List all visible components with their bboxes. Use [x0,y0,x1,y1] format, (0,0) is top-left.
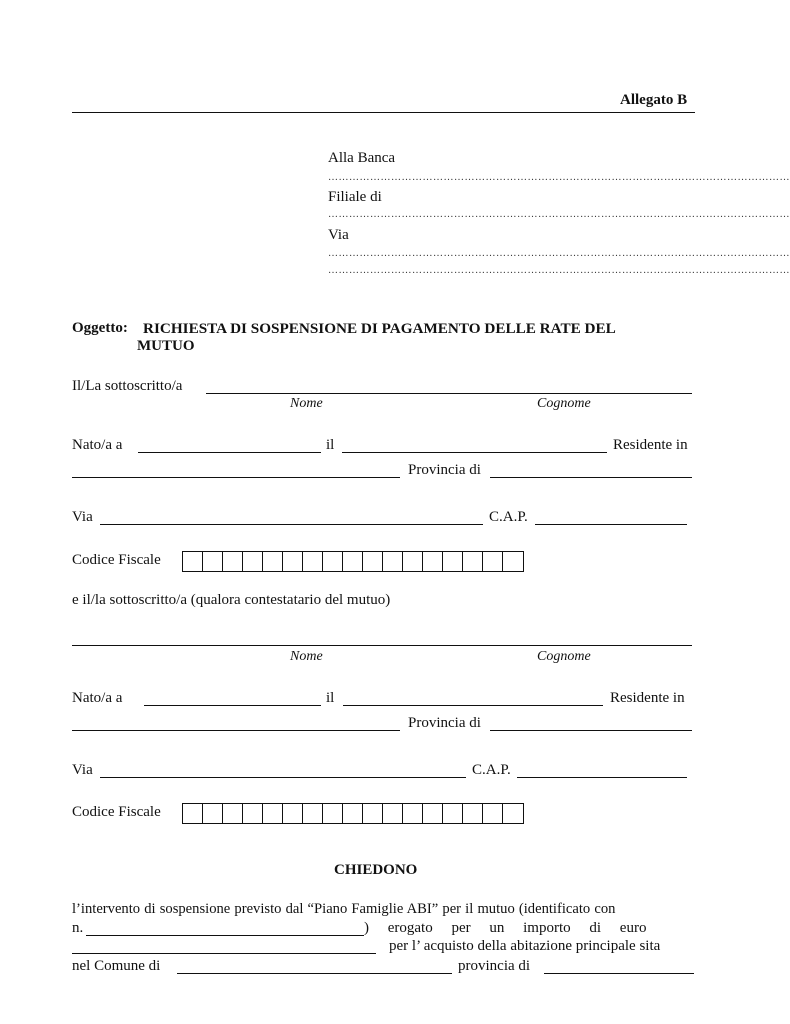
recipient-street-fill-line-2[interactable]: …………………………………………………………………………………………………………………… [328,265,790,276]
tax-code-cell[interactable] [483,804,503,823]
applicant1-on-label: il [326,437,335,453]
applicant2-birthdate-field[interactable] [343,705,603,706]
request-line-2-prefix: n. [72,920,84,936]
applicant2-birthplace-field[interactable] [144,705,321,706]
tax-code-cell[interactable] [263,552,283,571]
tax-code-cell[interactable] [283,804,303,823]
applicant2-intro: e il/la sottoscritto/a (qualora contestatario del mutuo) [72,592,391,608]
tax-code-cell[interactable] [423,552,443,571]
tax-code-cell[interactable] [243,804,263,823]
tax-code-cell[interactable] [363,552,383,571]
tax-code-cell[interactable] [383,804,403,823]
applicant2-name-caption: Nome [290,649,323,664]
tax-code-cell[interactable] [383,552,403,571]
tax-code-cell[interactable] [223,804,243,823]
recipient-street-label: Via [328,227,349,243]
tax-code-cell[interactable] [223,552,243,571]
header-rule [72,112,695,113]
applicant2-province-label: Provincia di [408,715,481,731]
tax-code-cell[interactable] [323,552,343,571]
applicant2-street-field[interactable] [100,777,466,778]
branch-fill-line[interactable]: …………………………………………………………………………………………………………………… [328,209,790,220]
tax-code-cell[interactable] [343,552,363,571]
tax-code-cell[interactable] [403,804,423,823]
tax-code-cell[interactable] [243,552,263,571]
tax-code-cell[interactable] [203,552,223,571]
applicant1-tax-code-label: Codice Fiscale [72,552,161,568]
subject-line-2: MUTUO [137,338,195,354]
bank-label: Alla Banca [328,150,396,166]
applicant1-province-label: Provincia di [408,462,481,478]
applicant2-surname-caption: Cognome [537,649,591,664]
applicant2-on-label: il [326,690,335,706]
branch-label: Filiale di [328,189,382,205]
recipient-street-fill-line-1[interactable]: …………………………………………………………………………………………………………………… [328,248,790,259]
request-line-1: l’intervento di sospensione previsto dal “Piano Famiglie ABI” per il mutuo (identificato con [72,901,616,917]
tax-code-cell[interactable] [463,552,483,571]
applicant1-street-field[interactable] [100,524,483,525]
applicant2-province-field[interactable] [490,730,692,731]
tax-code-cell[interactable] [443,804,463,823]
request-line-4-prefix: nel Comune di [72,958,161,974]
applicant2-resident-label: Residente in [610,690,685,706]
applicant1-surname-caption: Cognome [537,396,591,411]
applicant1-tax-code-boxes[interactable] [182,551,524,572]
applicant1-province-field[interactable] [490,477,692,478]
applicant1-cap-field[interactable] [535,524,687,525]
applicant1-name-caption: Nome [290,396,323,411]
mortgage-number-field[interactable] [86,935,364,936]
tax-code-cell[interactable] [263,804,283,823]
applicant1-street-label: Via [72,509,93,525]
tax-code-cell[interactable] [283,552,303,571]
applicant2-tax-code-boxes[interactable] [182,803,524,824]
tax-code-cell[interactable] [183,552,203,571]
tax-code-cell[interactable] [443,552,463,571]
applicant2-street-label: Via [72,762,93,778]
applicant2-cap-field[interactable] [517,777,687,778]
tax-code-cell[interactable] [503,804,523,823]
tax-code-cell[interactable] [483,552,503,571]
tax-code-cell[interactable] [183,804,203,823]
request-line-3-suffix: per l’ acquisto della abitazione principale sita [389,938,661,954]
tax-code-cell[interactable] [503,552,523,571]
applicant1-cap-label: C.A.P. [489,509,528,525]
applicant1-born-label: Nato/a a [72,437,123,453]
applicant2-name-field[interactable] [72,645,692,646]
annex-label: Allegato B [620,92,688,108]
tax-code-cell[interactable] [303,804,323,823]
applicant1-name-field[interactable] [206,393,692,394]
applicant1-residence-field[interactable] [72,477,400,478]
tax-code-cell[interactable] [403,552,423,571]
tax-code-cell[interactable] [303,552,323,571]
request-heading: CHIEDONO [334,862,418,878]
applicant2-born-label: Nato/a a [72,690,123,706]
applicant2-tax-code-label: Codice Fiscale [72,804,161,820]
subject-line-1: RICHIESTA DI SOSPENSIONE DI PAGAMENTO DELLE RATE DEL [143,320,616,337]
applicant1-intro: Il/La sottoscritto/a [72,378,183,394]
applicant2-residence-field[interactable] [72,730,400,731]
applicant1-birthplace-field[interactable] [138,452,321,453]
tax-code-cell[interactable] [323,804,343,823]
applicant2-cap-label: C.A.P. [472,762,511,778]
applicant1-resident-label: Residente in [613,437,688,453]
municipality-field[interactable] [177,973,452,974]
tax-code-cell[interactable] [423,804,443,823]
request-line-2-suffix: ) erogato per un importo di euro [364,920,647,936]
amount-field[interactable] [72,953,376,954]
subject-label: Oggetto: [72,320,128,336]
tax-code-cell[interactable] [203,804,223,823]
applicant1-birthdate-field[interactable] [342,452,607,453]
tax-code-cell[interactable] [363,804,383,823]
bank-fill-line[interactable]: …………………………………………………………………………………………………………………… [328,172,790,183]
tax-code-cell[interactable] [343,804,363,823]
request-province-field[interactable] [544,973,694,974]
tax-code-cell[interactable] [463,804,483,823]
request-line-4-mid: provincia di [458,958,531,974]
